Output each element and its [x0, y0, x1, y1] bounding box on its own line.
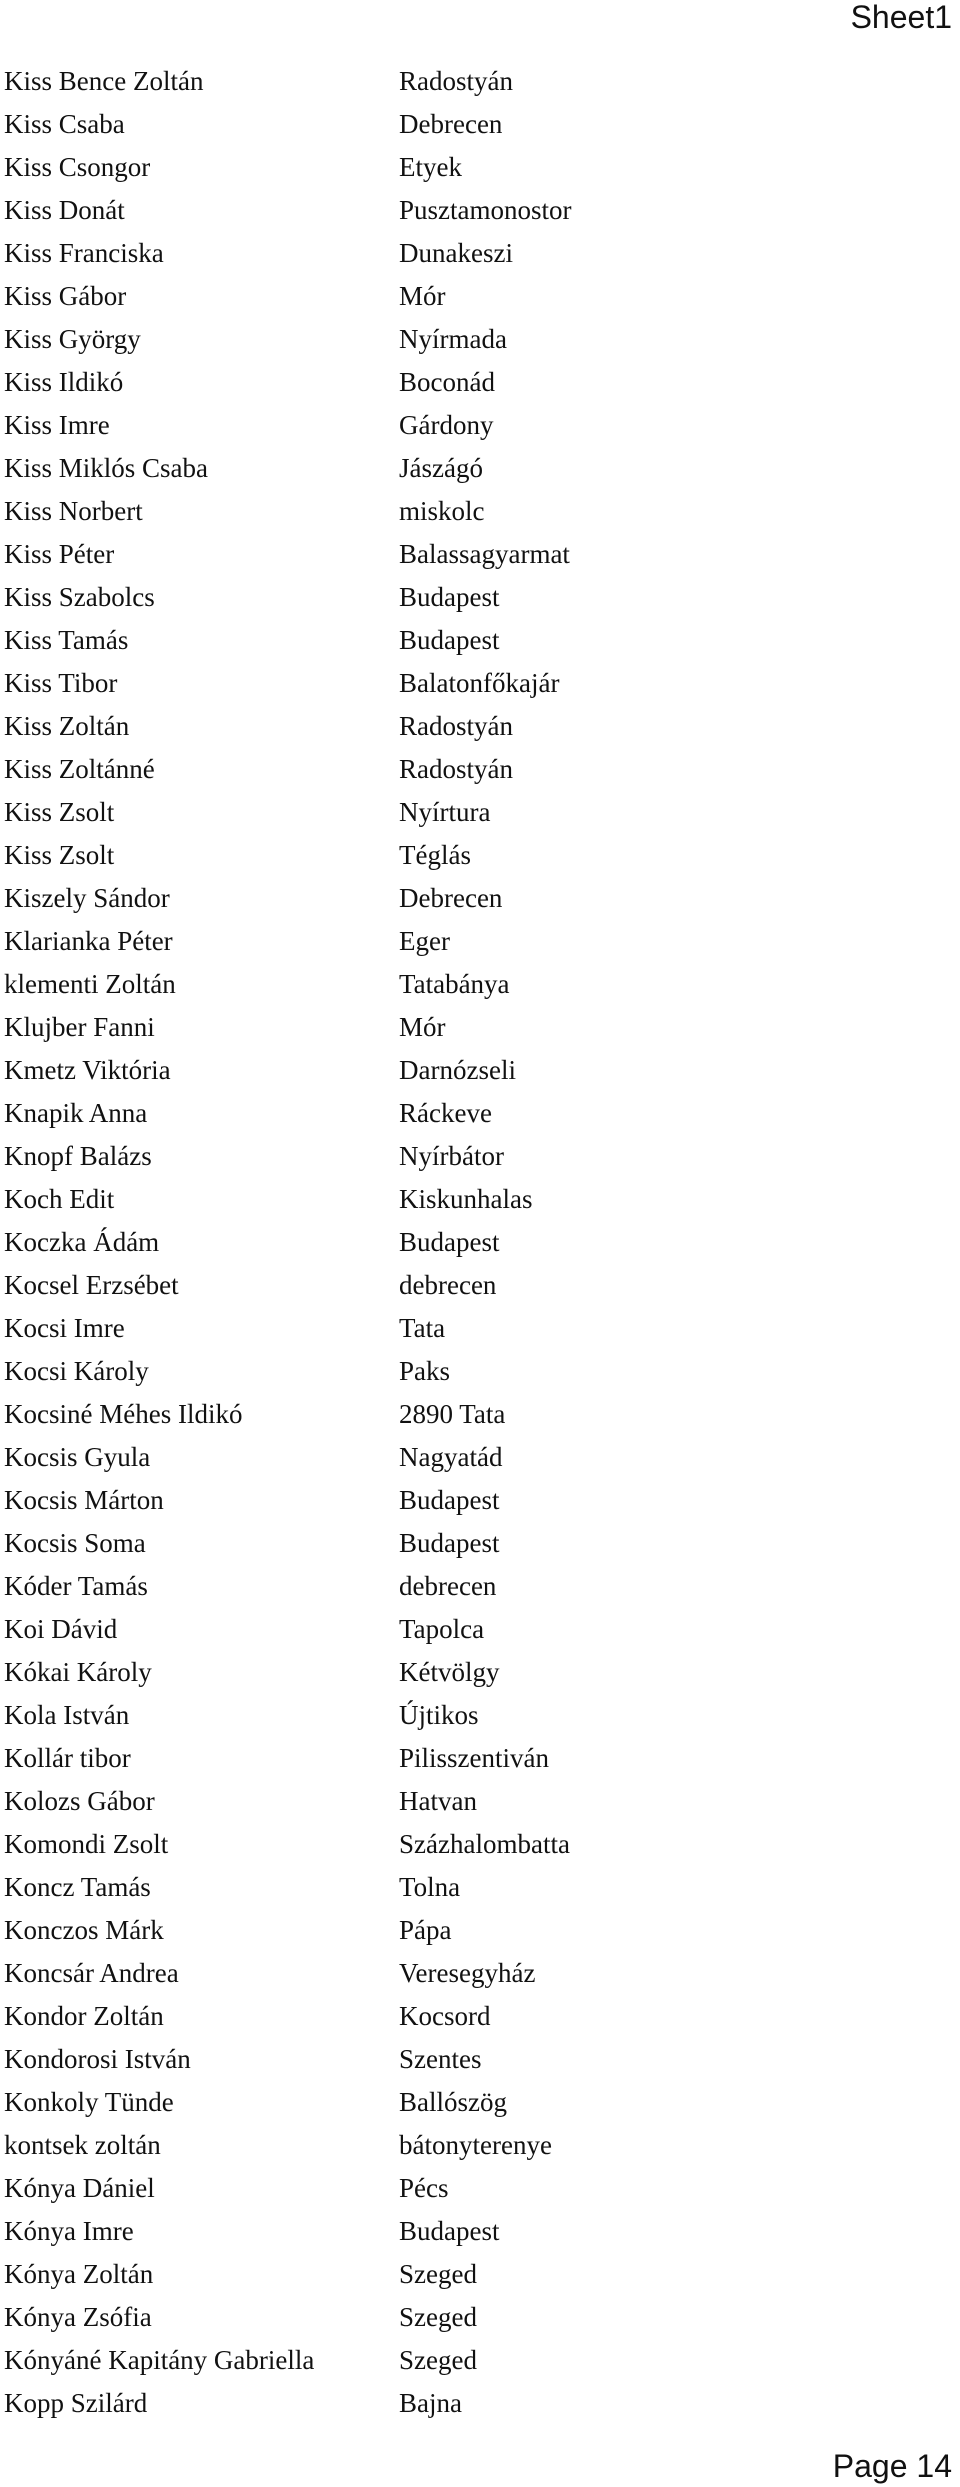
city-cell: Budapest	[399, 1227, 500, 1257]
table-row	[4, 1006, 764, 1049]
city-cell: Nyírbátor	[399, 1141, 504, 1171]
city-cell: Debrecen	[399, 109, 503, 139]
name-cell: Kókai Károly	[4, 1657, 152, 1687]
city-cell: debrecen	[399, 1270, 497, 1300]
city-cell: Gárdony	[399, 410, 494, 440]
city-cell: Százhalombatta	[399, 1829, 570, 1859]
sheet-title: Sheet1	[850, 0, 952, 35]
table-row	[4, 1995, 764, 2038]
table-row	[4, 232, 764, 275]
city-cell: Eger	[399, 926, 450, 956]
name-cell: Kiss Zoltánné	[4, 754, 155, 784]
city-cell: Kiskunhalas	[399, 1184, 533, 1214]
table-row	[4, 1264, 764, 1307]
name-cell: Kiss Zsolt	[4, 797, 115, 827]
city-cell: debrecen	[399, 1571, 497, 1601]
table-row	[4, 1565, 764, 1608]
table-row	[4, 1135, 764, 1178]
table-row	[4, 189, 764, 232]
name-cell: Kiss Csaba	[4, 109, 125, 139]
table-row	[4, 2382, 764, 2425]
city-cell: Balatonfőkajár	[399, 668, 560, 698]
name-cell: Kondor Zoltán	[4, 2001, 164, 2031]
city-cell: Szentes	[399, 2044, 482, 2074]
city-cell: Téglás	[399, 840, 471, 870]
city-cell: Paks	[399, 1356, 451, 1386]
name-cell: klementi Zoltán	[4, 969, 176, 999]
name-cell: Koi Dávid	[4, 1614, 118, 1644]
city-cell: Etyek	[399, 152, 462, 182]
name-cell: Knapik Anna	[4, 1098, 148, 1128]
city-cell: bátonyterenye	[399, 2130, 552, 2160]
city-cell: Bajna	[399, 2388, 462, 2418]
table-row	[4, 275, 764, 318]
name-cell: Koncsár Andrea	[4, 1958, 179, 1988]
name-cell: Klarianka Péter	[4, 926, 173, 956]
name-cell: Klujber Fanni	[4, 1012, 155, 1042]
city-cell: Boconád	[399, 367, 495, 397]
name-cell: Kocsel Erzsébet	[4, 1270, 179, 1300]
city-cell: Balassagyarmat	[399, 539, 570, 569]
table-row	[4, 1608, 764, 1651]
city-cell: Mór	[399, 281, 446, 311]
city-cell: Pécs	[399, 2173, 449, 2203]
table-row	[4, 1350, 764, 1393]
name-cell: Kiss Bence Zoltán	[4, 66, 204, 96]
table-row	[4, 705, 764, 748]
city-cell: Nagyatád	[399, 1442, 503, 1472]
name-cell: Kiss Ildikó	[4, 367, 124, 397]
table-row	[4, 791, 764, 834]
city-cell: Újtikos	[399, 1700, 479, 1730]
table-row	[4, 2253, 764, 2296]
table-row	[4, 1909, 764, 1952]
name-cell: Kiss Zoltán	[4, 711, 130, 741]
table-row	[4, 361, 764, 404]
name-cell: Kónya Zsófia	[4, 2302, 152, 2332]
table-row	[4, 1952, 764, 1995]
city-cell: Pusztamonostor	[399, 195, 572, 225]
table-row	[4, 2081, 764, 2124]
name-cell: Kónyáné Kapitány Gabriella	[4, 2345, 315, 2375]
city-cell: Szeged	[399, 2345, 477, 2375]
city-cell: Budapest	[399, 1528, 500, 1558]
city-cell: Kétvölgy	[399, 1657, 500, 1687]
name-cell: Kocsi Imre	[4, 1313, 125, 1343]
name-cell: Komondi Zsolt	[4, 1829, 169, 1859]
table-row	[4, 533, 764, 576]
table-row	[4, 1049, 764, 1092]
table-row	[4, 1522, 764, 1565]
name-cell: Kiss Szabolcs	[4, 582, 155, 612]
city-cell: Nyírmada	[399, 324, 507, 354]
table-row	[4, 2296, 764, 2339]
name-cell: Koch Edit	[4, 1184, 115, 1214]
city-cell: Radostyán	[399, 66, 513, 96]
name-cell: Kiss György	[4, 324, 141, 354]
name-cell: Kiss Péter	[4, 539, 115, 569]
table-row	[4, 1178, 764, 1221]
name-cell: Kocsi Károly	[4, 1356, 149, 1386]
name-cell: Kopp Szilárd	[4, 2388, 148, 2418]
name-cell: Kiss Csongor	[4, 152, 151, 182]
name-cell: Koczka Ádám	[4, 1227, 160, 1257]
city-cell: Szeged	[399, 2302, 477, 2332]
table-row	[4, 2167, 764, 2210]
table-row	[4, 963, 764, 1006]
table-row	[4, 1221, 764, 1264]
table-row	[4, 748, 764, 791]
table-row	[4, 1866, 764, 1909]
city-cell: 2890 Tata	[399, 1399, 506, 1429]
table-row	[4, 662, 764, 705]
table-row	[4, 834, 764, 877]
table-row	[4, 146, 764, 189]
table-row	[4, 103, 764, 146]
city-cell: Mór	[399, 1012, 446, 1042]
name-cell: Kónya Imre	[4, 2216, 134, 2246]
table-row	[4, 1780, 764, 1823]
city-cell: Kocsord	[399, 2001, 491, 2031]
table-row	[4, 1651, 764, 1694]
table-row	[4, 404, 764, 447]
table-row	[4, 877, 764, 920]
city-cell: Darnózseli	[399, 1055, 516, 1085]
city-cell: Budapest	[399, 625, 500, 655]
table-row	[4, 2038, 764, 2081]
name-cell: Kocsis Gyula	[4, 1442, 151, 1472]
name-cell: Kiss Norbert	[4, 496, 143, 526]
name-cell: Konczos Márk	[4, 1915, 164, 1945]
city-cell: Tapolca	[399, 1614, 485, 1644]
city-cell: Veresegyház	[399, 1958, 536, 1988]
city-cell: Tata	[399, 1313, 446, 1343]
table-row	[4, 447, 764, 490]
city-cell: Dunakeszi	[399, 238, 513, 268]
table-row	[4, 490, 764, 533]
name-cell: Kiss Tibor	[4, 668, 118, 698]
name-cell: Kocsiné Méhes Ildikó	[4, 1399, 243, 1429]
city-cell: Tatabánya	[399, 969, 510, 999]
city-cell: Budapest	[399, 1485, 500, 1515]
table-row	[4, 1393, 764, 1436]
table-row	[4, 1307, 764, 1350]
table-row	[4, 619, 764, 662]
table-row	[4, 60, 764, 103]
table-row	[4, 2339, 764, 2382]
name-cell: Kiss Gábor	[4, 281, 127, 311]
name-cell: Kiss Zsolt	[4, 840, 115, 870]
name-cell: Kiss Franciska	[4, 238, 164, 268]
name-cell: Kóder Tamás	[4, 1571, 148, 1601]
name-cell: kontsek zoltán	[4, 2130, 161, 2160]
name-cell: Kónya Dániel	[4, 2173, 155, 2203]
table-row	[4, 2210, 764, 2253]
city-cell: Budapest	[399, 2216, 500, 2246]
city-cell: Debrecen	[399, 883, 503, 913]
city-cell: Hatvan	[399, 1786, 477, 1816]
table-row	[4, 1737, 764, 1780]
city-cell: Ballószög	[399, 2087, 507, 2117]
table-row	[4, 1092, 764, 1135]
table-row	[4, 2124, 764, 2167]
city-cell: Szeged	[399, 2259, 477, 2289]
table-row	[4, 318, 764, 361]
name-city-table	[4, 60, 764, 2425]
table-row	[4, 1479, 764, 1522]
name-cell: Kiss Imre	[4, 410, 110, 440]
table-row	[4, 920, 764, 963]
name-cell: Koncz Tamás	[4, 1872, 151, 1902]
name-cell: Kiss Miklós Csaba	[4, 453, 209, 483]
name-cell: Kocsis Márton	[4, 1485, 164, 1515]
city-cell: Tolna	[399, 1872, 461, 1902]
table-row	[4, 1823, 764, 1866]
table-row	[4, 1436, 764, 1479]
name-cell: Kondorosi István	[4, 2044, 191, 2074]
city-cell: Budapest	[399, 582, 500, 612]
city-cell: Nyírtura	[399, 797, 491, 827]
name-cell: Kollár tibor	[4, 1743, 131, 1773]
name-cell: Kiss Tamás	[4, 625, 129, 655]
city-cell: Pápa	[399, 1915, 452, 1945]
name-cell: Knopf Balázs	[4, 1141, 152, 1171]
city-cell: miskolc	[399, 496, 485, 526]
name-cell: Kocsis Soma	[4, 1528, 146, 1558]
table-row	[4, 576, 764, 619]
city-cell: Radostyán	[399, 711, 513, 741]
name-cell: Kolozs Gábor	[4, 1786, 155, 1816]
name-cell: Kiszely Sándor	[4, 883, 170, 913]
name-cell: Kmetz Viktória	[4, 1055, 171, 1085]
table-row	[4, 1694, 764, 1737]
city-cell: Radostyán	[399, 754, 513, 784]
name-cell: Kónya Zoltán	[4, 2259, 154, 2289]
name-cell: Kiss Donát	[4, 195, 125, 225]
city-cell: Pilisszentiván	[399, 1743, 549, 1773]
city-cell: Jászágó	[399, 453, 483, 483]
page-number: Page 14	[832, 2448, 952, 2484]
name-cell: Kola István	[4, 1700, 130, 1730]
city-cell: Ráckeve	[399, 1098, 492, 1128]
name-cell: Konkoly Tünde	[4, 2087, 174, 2117]
